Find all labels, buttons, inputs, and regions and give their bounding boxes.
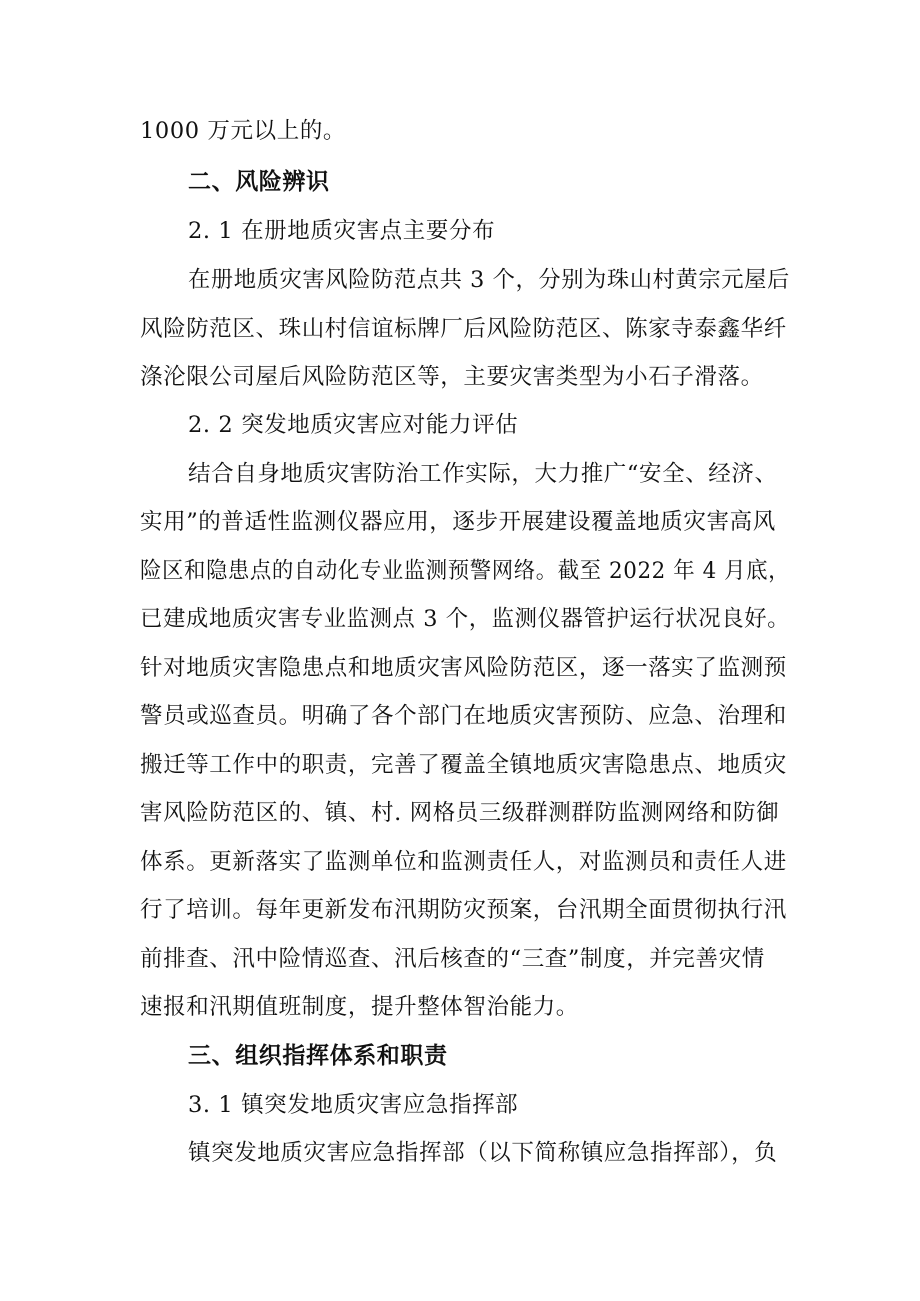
paragraph-line: 针对地质灾害隐患点和地质灾害风险防范区，逐一落实了监测预 — [140, 655, 787, 681]
paragraph-line: 害风险防范区的、镇、村. 网格员三级群测群防监测网络和防御 — [140, 800, 780, 826]
paragraph-line: 风险防范区、珠山村信谊标牌厂后风险防范区、陈家寺泰鑫华纤 — [140, 316, 787, 342]
paragraph-line: 前排查、汛中险情巡查、汛后核查的“三查”制度，并完善灾情 — [140, 946, 765, 972]
paragraph-line: 镇突发地质灾害应急指挥部（以下简称镇应急指挥部），负 — [188, 1140, 778, 1166]
paragraph-line: 险区和隐患点的自动化专业监测预警网络。截至 2022 年 4 月底， — [140, 558, 791, 584]
subsection-heading-2-1: 2. 1 在册地质灾害点主要分布 — [188, 218, 496, 244]
paragraph-line: 体系。更新落实了监测单位和监测责任人，对监测员和责任人进 — [140, 849, 787, 875]
paragraph-line: 结合自身地质灾害防治工作实际，大力推广“安全、经济、 — [188, 461, 778, 487]
section-heading-command-system: 三、组织指挥体系和职责 — [188, 1043, 448, 1069]
subsection-heading-3-1: 3. 1 镇突发地质灾害应急指挥部 — [188, 1092, 519, 1118]
paragraph-line: 警员或巡查员。明确了各个部门在地质灾害预防、应急、治理和 — [140, 703, 787, 729]
section-heading-risk-identification: 二、风险辨识 — [188, 169, 330, 195]
paragraph-line: 在册地质灾害风险防范点共 3 个，分别为珠山村黄宗元屋后 — [188, 267, 790, 293]
paragraph-line-continuation: 1000 万元以上的。 — [140, 118, 347, 144]
paragraph-line: 速报和汛期值班制度，提升整体智治能力。 — [140, 994, 579, 1020]
paragraph-line: 行了培训。每年更新发布汛期防灾预案，台汛期全面贯彻执行汛 — [140, 897, 787, 923]
paragraph-line: 涤沦限公司屋后风险防范区等，主要灾害类型为小石子滑落。 — [140, 364, 764, 390]
paragraph-line: 实用”的普适性监测仪器应用，逐步开展建设覆盖地质灾害高风 — [140, 509, 776, 535]
paragraph-line: 搬迁等工作中的职责，完善了覆盖全镇地质灾害隐患点、地质灾 — [140, 752, 787, 778]
subsection-heading-2-2: 2. 2 突发地质灾害应对能力评估 — [188, 412, 519, 438]
paragraph-line: 已建成地质灾害专业监测点 3 个，监测仪器管护运行状况良好。 — [140, 606, 791, 632]
